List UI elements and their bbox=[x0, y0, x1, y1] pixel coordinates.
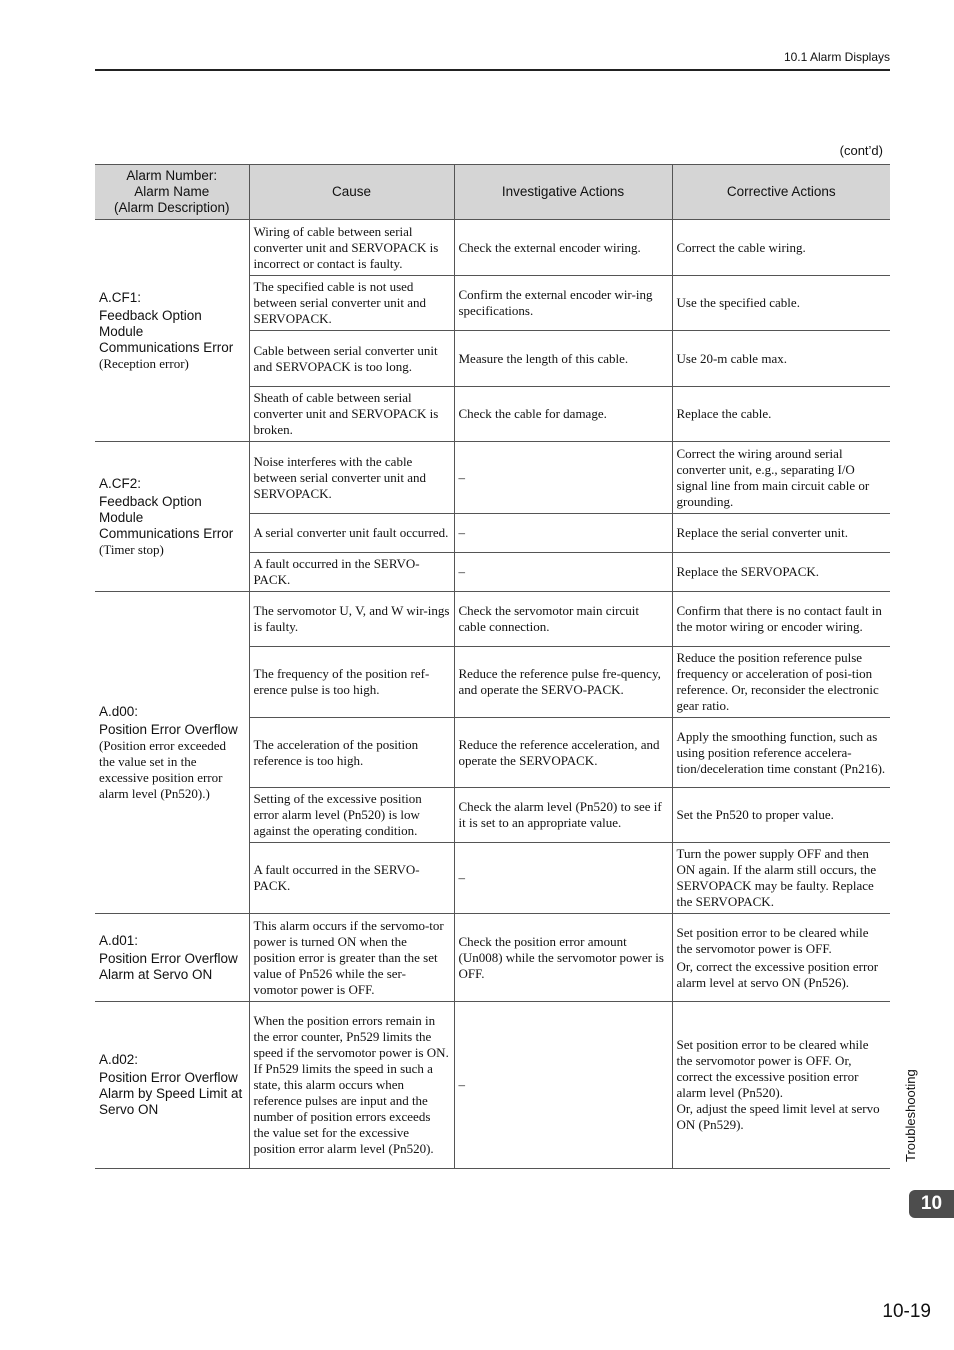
cause-cell: The servomotor U, V, and W wir-ings is faulty. bbox=[249, 592, 454, 647]
investigative-cell: – bbox=[454, 553, 672, 592]
corrective-paragraph: Set position error to be cleared while the servomotor power is OFF. bbox=[676, 924, 869, 956]
investigative-cell: Check the servomotor main circuit cable connection. bbox=[454, 592, 672, 647]
investigative-cell: Reduce the reference acceleration, and operate the SERVOPACK. bbox=[454, 718, 672, 788]
alarm-name: Position Error Overflow bbox=[99, 721, 238, 737]
table-row bbox=[95, 1002, 890, 1169]
corrective-cell: Correct the wiring around serial converter unit, e.g., separating I/O signal line from main circuit cable or grounding. bbox=[672, 442, 890, 514]
alarm-cell bbox=[95, 1002, 249, 1169]
column-header-cause: Cause bbox=[249, 165, 454, 220]
column-header-corrective: Corrective Actions bbox=[672, 165, 890, 220]
investigative-cell: Confirm the external encoder wir-ing specifications. bbox=[454, 276, 672, 331]
corrective-cell: Use the specified cable. bbox=[672, 276, 890, 331]
corrective-cell: Confirm that there is no contact fault in the motor wiring or encoder wiring. bbox=[672, 592, 890, 647]
alarm-number: A.d00: bbox=[99, 703, 139, 719]
alarm-name: Feedback Option Module Communications Error bbox=[99, 493, 234, 541]
corrective-paragraph: Or, adjust the speed limit level at servo ON (Pn529). bbox=[676, 1101, 880, 1132]
alarm-cell bbox=[95, 220, 249, 442]
cause-cell: Cable between serial converter unit and SERVOPACK is too long. bbox=[249, 331, 454, 387]
cause-cell: Sheath of cable between serial converter unit and SERVOPACK is broken. bbox=[249, 387, 454, 442]
table-header-row bbox=[95, 165, 890, 220]
chapter-tab: 10 bbox=[909, 1190, 954, 1218]
alarm-number: A.d02: bbox=[99, 1052, 139, 1067]
investigative-cell: – bbox=[454, 843, 672, 914]
column-header-alarm bbox=[95, 165, 249, 220]
corrective-paragraph: Set position error to be cleared while the servomotor power is OFF. Or, correct the excessive position error alarm level (Pn520). bbox=[676, 1037, 869, 1100]
investigative-cell: Measure the length of this cable. bbox=[454, 331, 672, 387]
alarm-description: (Reception error) bbox=[99, 355, 189, 371]
column-header-alarm-line: Alarm Number: bbox=[126, 168, 218, 183]
cause-cell: A serial converter unit fault occurred. bbox=[249, 514, 454, 553]
investigative-cell: Reduce the reference pulse fre-quency, and operate the SERVO-PACK. bbox=[454, 647, 672, 718]
alarm-cell bbox=[95, 914, 249, 1002]
alarm-table bbox=[95, 164, 890, 1169]
cause-cell: A fault occurred in the SERVO-PACK. bbox=[249, 843, 454, 914]
alarm-number: A.CF1: bbox=[99, 289, 142, 305]
cause-cell: Noise interferes with the cable between serial converter unit and SERVOPACK. bbox=[249, 442, 454, 514]
cause-cell: Wiring of cable between serial converter unit and SERVOPACK is incorrect or contact is faulty. bbox=[249, 220, 454, 276]
alarm-cell bbox=[95, 442, 249, 592]
corrective-cell: Reduce the position reference pulse frequency or acceleration of posi-tion reference. Or, reconsider the electronic gear ratio. bbox=[672, 647, 890, 718]
alarm-description: (Timer stop) bbox=[99, 541, 164, 557]
investigative-cell: – bbox=[454, 442, 672, 514]
column-header-alarm-line: (Alarm Description) bbox=[113, 200, 230, 215]
alarm-name: Feedback Option Module Communications Error bbox=[99, 307, 234, 355]
investigative-cell: – bbox=[454, 514, 672, 553]
cause-cell: This alarm occurs if the servomo-tor power is turned ON when the position error is greater than the set value of Pn526 while the ser-vomotor power is OFF. bbox=[249, 914, 454, 1002]
cause-cell: The frequency of the position ref-erence pulse is too high. bbox=[249, 647, 454, 718]
page-number: 10-19 bbox=[882, 1301, 931, 1322]
table-row bbox=[95, 592, 890, 647]
alarm-name: Position Error Overflow Alarm at Servo ON bbox=[99, 950, 238, 982]
corrective-cell: Set the Pn520 to proper value. bbox=[672, 788, 890, 843]
investigative-cell: Check the external encoder wiring. bbox=[454, 220, 672, 276]
corrective-cell: Replace the serial converter unit. bbox=[672, 514, 890, 553]
table-row bbox=[95, 914, 890, 1002]
corrective-cell bbox=[672, 1002, 890, 1169]
alarm-description: (Position error exceeded the value set in the excessive position error alarm level (Pn520).) bbox=[99, 737, 227, 801]
corrective-cell: Replace the cable. bbox=[672, 387, 890, 442]
corrective-cell: Correct the cable wiring. bbox=[672, 220, 890, 276]
cause-cell: The acceleration of the position reference is too high. bbox=[249, 718, 454, 788]
cause-cell: When the position errors remain in the error counter, Pn529 limits the speed if the servomotor power is ON. If Pn529 limits the speed in such a state, this alarm occurs when reference pulses are input and the number of position errors exceeds the value set for the excessive position error alarm level (Pn520). bbox=[249, 1002, 454, 1169]
cause-cell: A fault occurred in the SERVO-PACK. bbox=[249, 553, 454, 592]
running-header: 10.1 Alarm Displays bbox=[783, 50, 890, 64]
corrective-cell bbox=[672, 914, 890, 1002]
investigative-cell: – bbox=[454, 1002, 672, 1169]
header-rule bbox=[95, 69, 890, 71]
column-header-alarm-line: Alarm Name bbox=[134, 184, 210, 199]
table-row bbox=[95, 442, 890, 514]
alarm-name: Position Error Overflow Alarm by Speed Limit at Servo ON bbox=[99, 1070, 243, 1117]
section-side-label: Troubleshooting bbox=[903, 1069, 918, 1162]
cause-cell: Setting of the excessive position error alarm level (Pn520) is low against the operating condition. bbox=[249, 788, 454, 843]
investigative-cell: Check the cable for damage. bbox=[454, 387, 672, 442]
alarm-cell bbox=[95, 592, 249, 914]
corrective-cell: Turn the power supply OFF and then ON again. If the alarm still occurs, the SERVOPACK may be faulty. Replace the SERVOPACK. bbox=[672, 843, 890, 914]
column-header-investigative: Investigative Actions bbox=[454, 165, 672, 220]
alarm-number: A.d01: bbox=[99, 932, 139, 948]
alarm-number: A.CF2: bbox=[99, 475, 142, 491]
corrective-cell: Apply the smoothing function, such as using position reference accelera-tion/deceleration time constant (Pn216). bbox=[672, 718, 890, 788]
investigative-cell: Check the position error amount (Un008) while the servomotor power is OFF. bbox=[454, 914, 672, 1002]
continued-note: (cont’d) bbox=[839, 143, 883, 158]
corrective-cell: Replace the SERVOPACK. bbox=[672, 553, 890, 592]
table-row bbox=[95, 220, 890, 276]
investigative-cell: Check the alarm level (Pn520) to see if it is set to an appropriate value. bbox=[454, 788, 672, 843]
corrective-paragraph: Or, correct the excessive position error alarm level at servo ON (Pn526). bbox=[676, 958, 879, 990]
cause-cell: The specified cable is not used between serial converter unit and SERVOPACK. bbox=[249, 276, 454, 331]
corrective-cell: Use 20-m cable max. bbox=[672, 331, 890, 387]
